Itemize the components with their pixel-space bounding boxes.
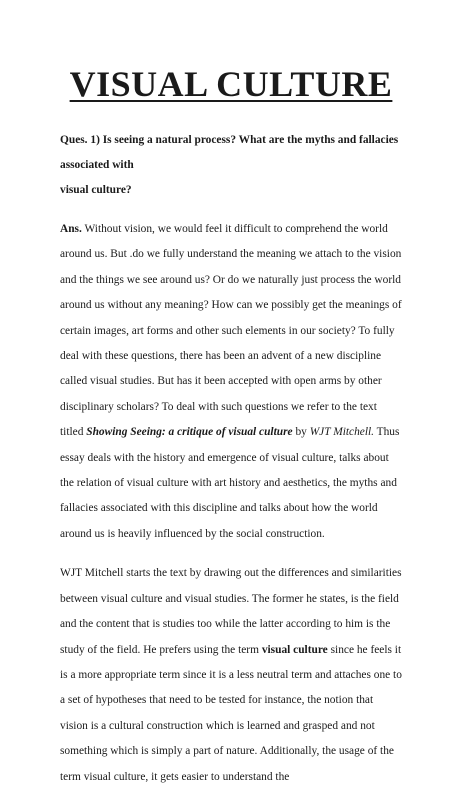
referenced-text-title: Showing Seeing: a critique of visual culture bbox=[86, 426, 293, 439]
paragraph-2-text-1: WJT Mitchell starts the text by drawing out the differences and similarities between visual culture and visual studies. The former he states, is the field and the content that is studies too while the latter according to him is the study of the field. He prefers using the term bbox=[60, 567, 402, 656]
document-title: VISUAL CULTURE bbox=[69, 64, 393, 104]
answer-text-1: Without vision, we would feel it difficult to comprehend the world around us. But .do we fully understand the meaning we attach to the vision and the things we see around us? Or do we naturally just process the world around us without any meaning? How can we possibly get the meanings of certain images, art forms and other such elements in our society? To fully deal with these questions, there has been an advent of a new discipline called visual studies. But has it been accepted with open arms by other disciplinary scholars? To deal with such questions we refer to the text titled bbox=[60, 223, 402, 439]
answer-text-2: by bbox=[292, 426, 310, 439]
question-heading bbox=[60, 128, 402, 203]
question-line-1: Ques. 1) Is seeing a natural process? What are the myths and fallacies associated with bbox=[60, 134, 399, 171]
answer-paragraph bbox=[60, 217, 402, 547]
author-name: WJT Mitchell. bbox=[309, 426, 375, 439]
answer-label: Ans. bbox=[60, 223, 82, 235]
answer-text-3: Thus essay deals with the history and emergence of visual culture, talks about the relation of visual culture with art history and aesthetics, the myths and fallacies associated with this discipline and talks about how the world around us is heavily influenced by the social construction. bbox=[60, 426, 400, 540]
question-line-2: visual culture? bbox=[60, 184, 132, 196]
body-paragraph-2 bbox=[60, 561, 402, 790]
paragraph-2-text-2: since he feels it is a more appropriate term since it is a less neutral term and attaches one to a set of hypotheses that need to be tested for instance, the notion that vision is a cultural construction which is learned and grasped and not something which is simply a part of nature. Additionally, the usage of the term visual culture, it gets easier to understand the bbox=[60, 643, 402, 783]
bold-term: visual culture bbox=[261, 643, 328, 656]
